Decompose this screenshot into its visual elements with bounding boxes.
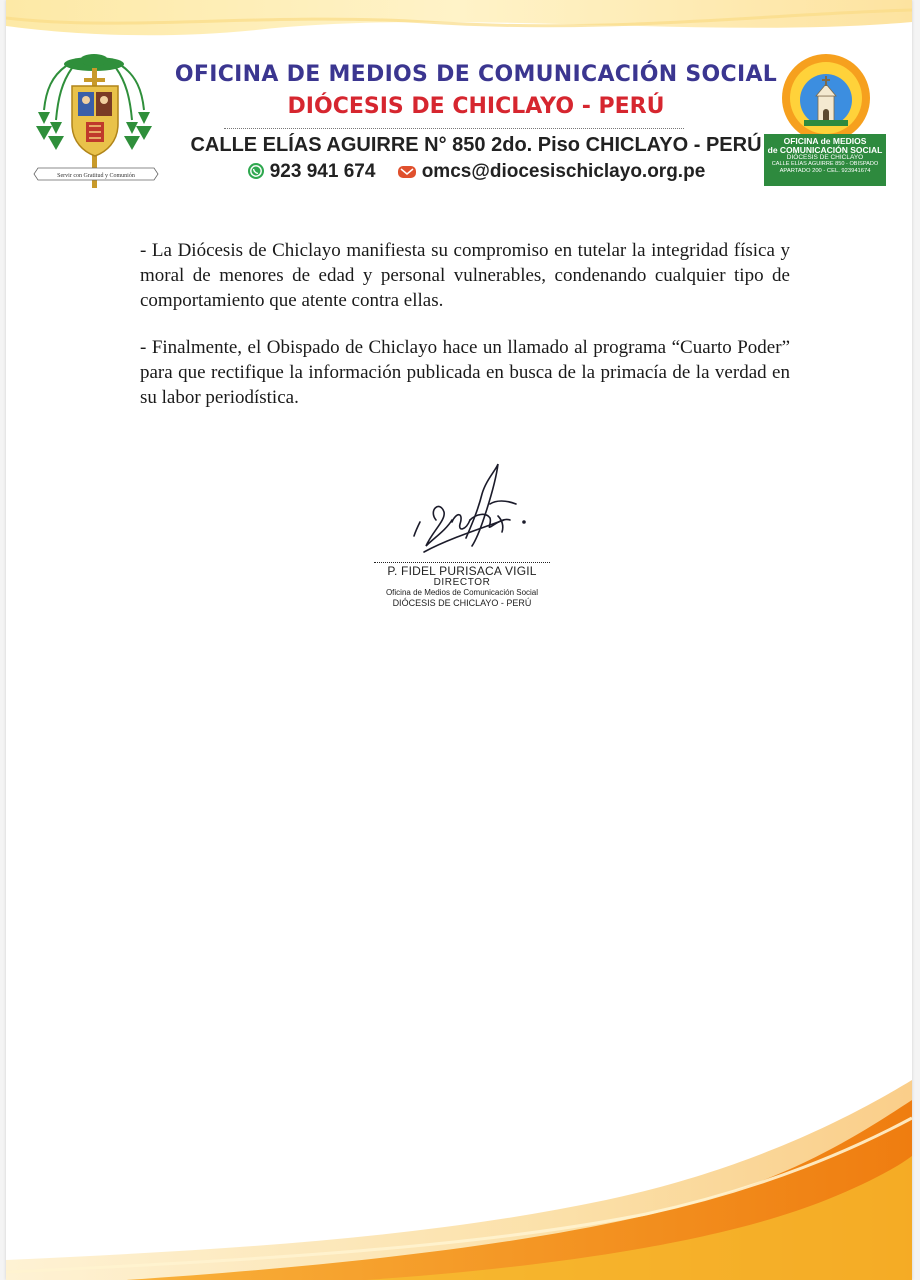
envelope-icon: [397, 164, 417, 180]
signatory-office: Oficina de Medios de Comunicación Social: [385, 588, 539, 598]
paragraph-commitment: - La Diócesis de Chiclayo manifiesta su compromiso en tutelar la integridad física y moral de menores de edad y personal vulnerables, condenando cualquier tipo de comportamiento que atente contra ellas.: [140, 240, 790, 312]
contact-row: [156, 161, 796, 183]
signatory-title: DIRECTOR: [433, 576, 491, 588]
org-title: OFICINA DE MEDIOS DE COMUNICACIÓN SOCIAL: [174, 62, 778, 87]
phone-number[interactable]: 923 941 674: [269, 161, 376, 182]
bottom-decorative-wave: [6, 1060, 912, 1280]
letter-body: [140, 238, 790, 432]
paragraph-request: - Finalmente, el Obispado de Chiclayo hace un llamado al programa “Cuarto Poder” para que rectifique la información publicada en busca de la primacía de la verdad en su labor periodística.: [140, 337, 790, 409]
address: CALLE ELÍAS AGUIRRE N° 850 2do. Piso CHICLAYO - PERÚ: [190, 134, 762, 156]
office-logo-line1: OFICINA de MEDIOS: [783, 136, 867, 146]
diocese-title: DIÓCESIS DE CHICLAYO - PERÚ: [287, 94, 665, 119]
header-divider: [224, 128, 684, 129]
office-logo-badge: [764, 134, 886, 186]
signatory-diocese: DIÓCESIS DE CHICLAYO - PERÚ: [392, 598, 532, 609]
office-logo-line4: CALLE ELÍAS AGUIRRE 850 - OBISPADO: [771, 160, 879, 167]
office-logo-line2: de COMUNICACIÓN SOCIAL: [767, 144, 883, 155]
signatory-name: P. FIDEL PURISACA VIGIL: [387, 564, 537, 578]
crest-motto: Servir con Gratitud y Comunión: [57, 173, 135, 179]
signature-block: [346, 565, 578, 609]
email-address[interactable]: omcs@diocesischiclayo.org.pe: [421, 161, 706, 182]
handwritten-signature: [406, 460, 536, 566]
diocese-crest-icon: [32, 50, 162, 190]
signature-line: [374, 562, 550, 563]
office-logo-line3: DIÓCESIS DE CHICLAYO: [786, 153, 864, 161]
office-logo-line5: APARTADO 200 - CEL. 923941674: [779, 167, 871, 174]
whatsapp-icon: [247, 162, 265, 180]
letter-page: [6, 0, 912, 1280]
